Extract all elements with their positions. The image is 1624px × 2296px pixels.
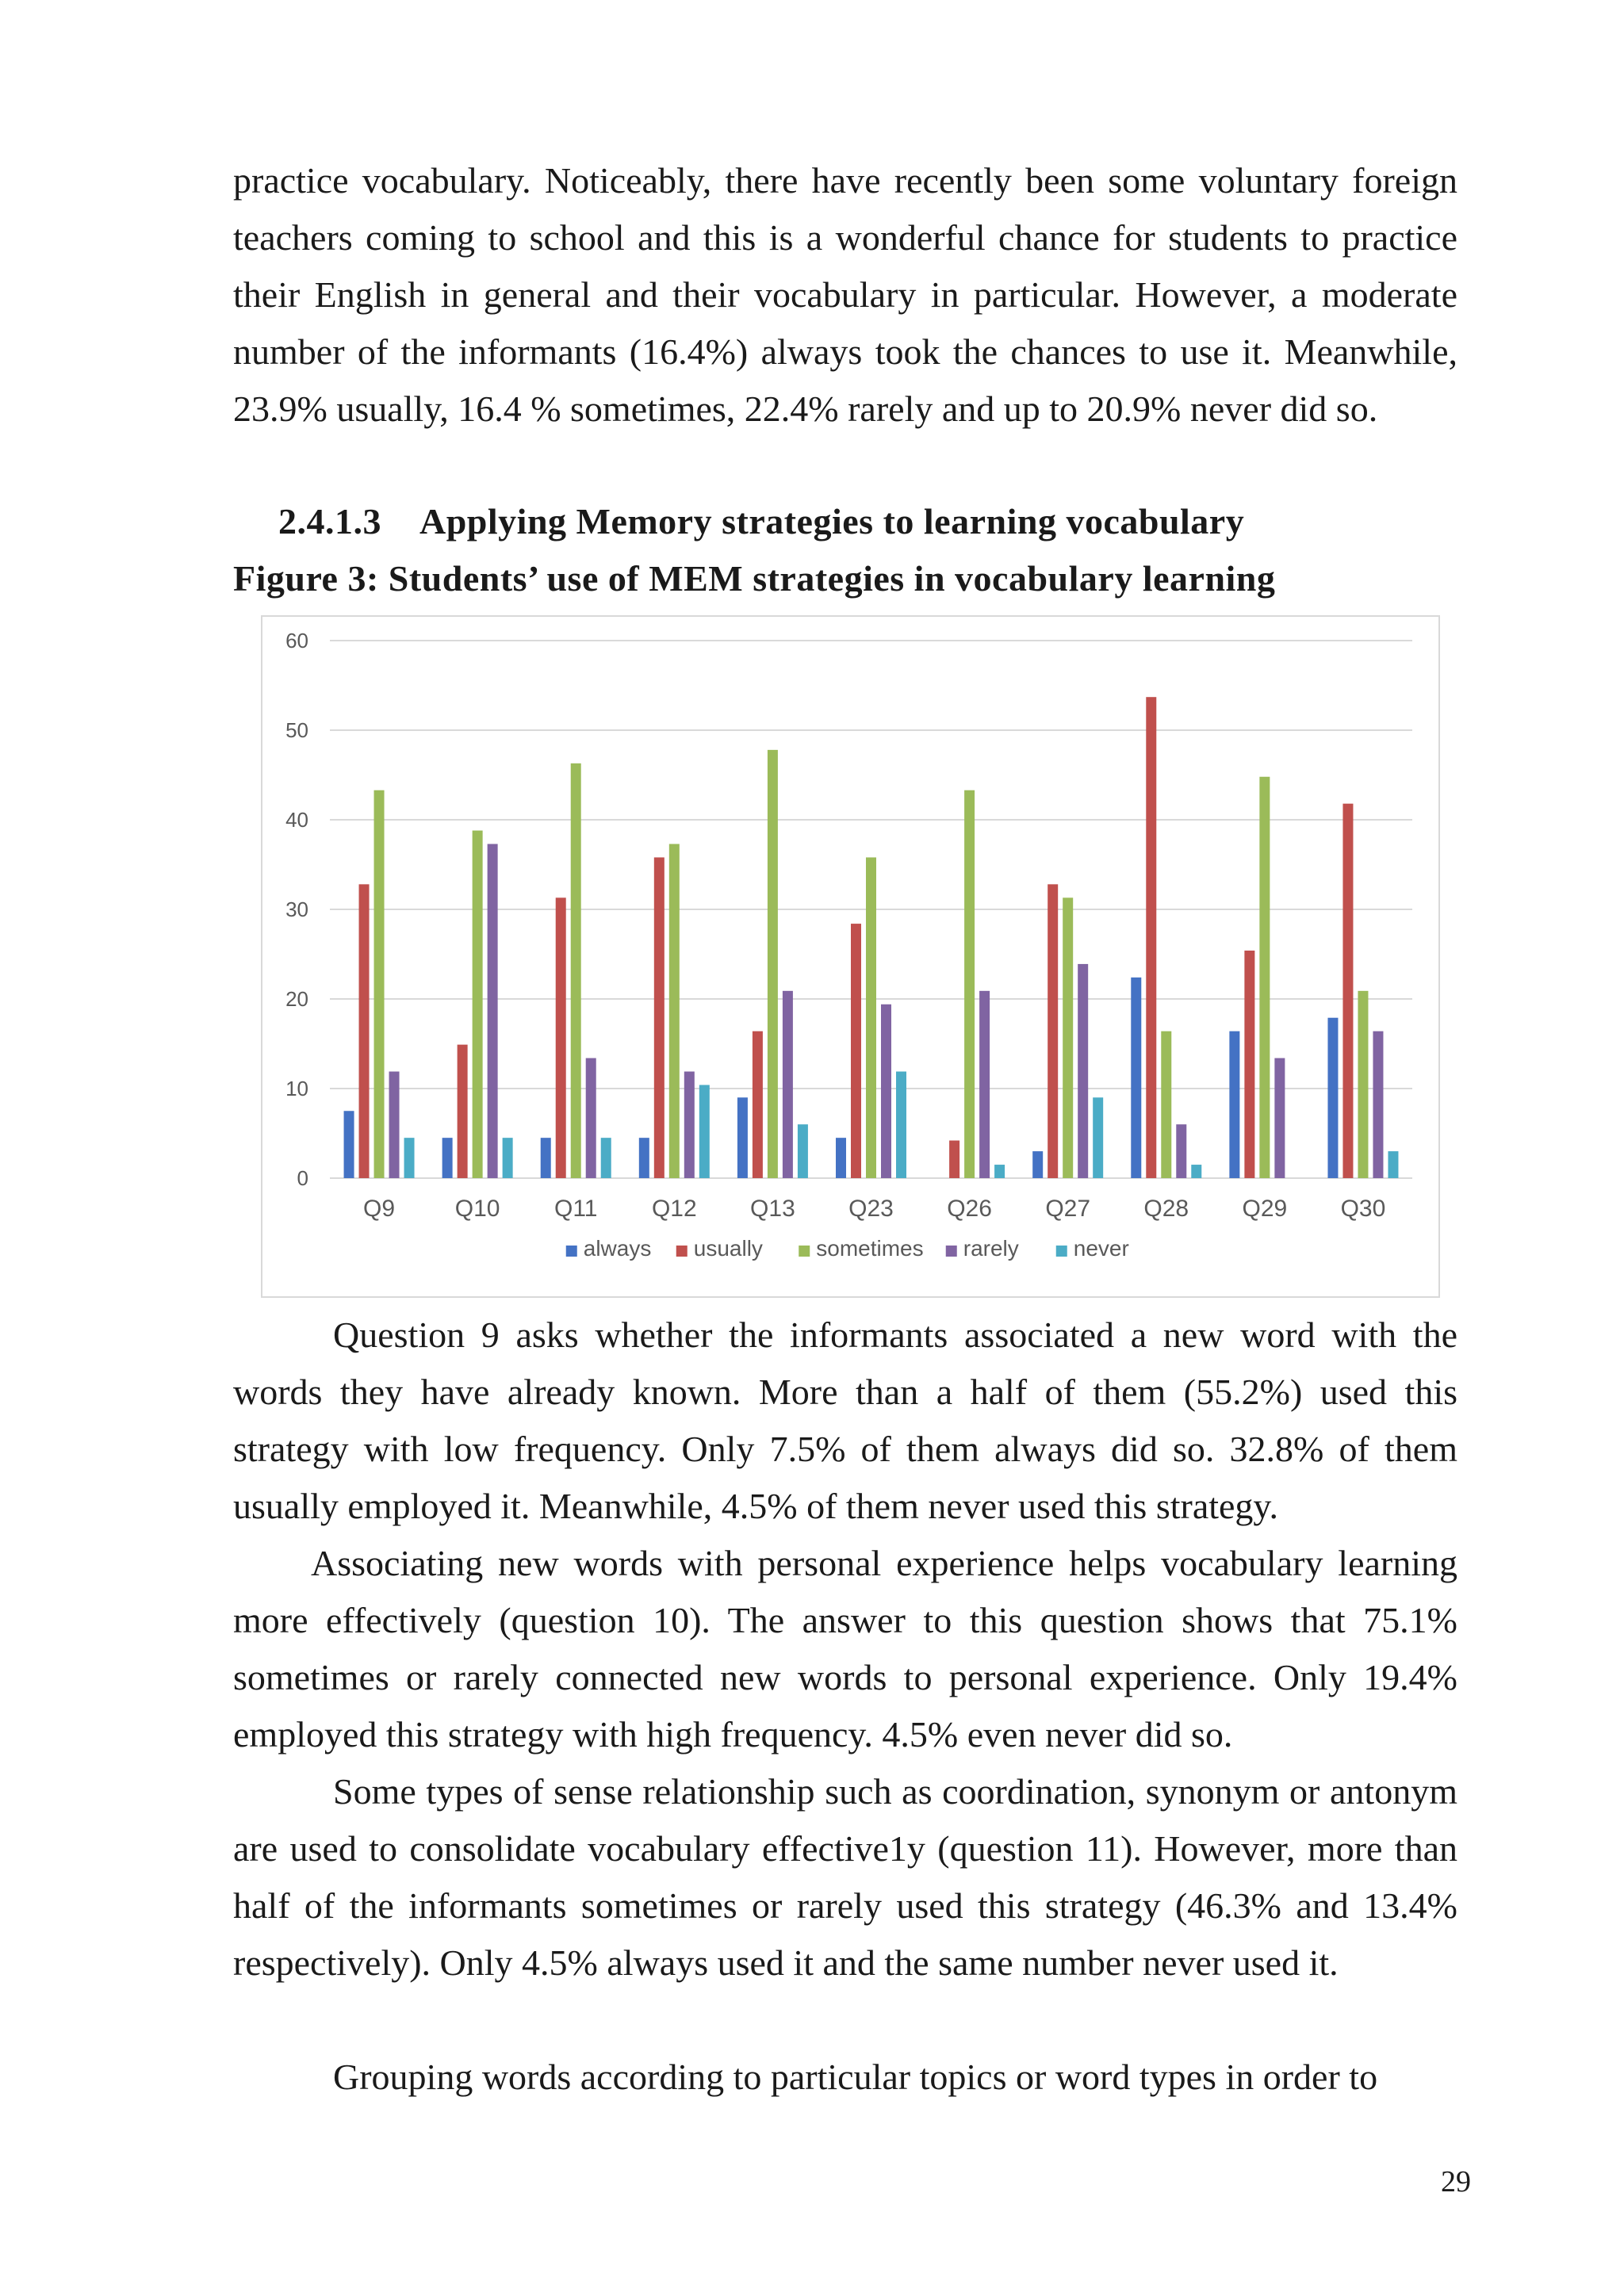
legend-swatch-rarely bbox=[946, 1246, 957, 1257]
x-tick-label: Q29 bbox=[1242, 1196, 1288, 1222]
bar-usually-q13 bbox=[753, 1031, 763, 1178]
paragraph-4: Some types of sense relationship such as coordination, synonym or antonym are used to consolidate vocabulary effective1y (question 11). However, more than half of the informants sometimes or rarely used this strategy (46.3% and 13.4% respectively). Only 4.5% always used it and the same number never used it. bbox=[233, 1771, 1457, 1983]
bar-never-q11 bbox=[601, 1138, 611, 1178]
y-tick-label: 40 bbox=[285, 808, 308, 832]
bar-rarely-q11 bbox=[586, 1058, 596, 1178]
bar-always-q28 bbox=[1131, 978, 1141, 1178]
figure-caption: Figure 3: Students’ use of MEM strategies in vocabulary learning bbox=[233, 558, 1276, 599]
bar-never-q10 bbox=[503, 1138, 513, 1178]
bar-sometimes-q26 bbox=[964, 790, 975, 1178]
bar-sometimes-q13 bbox=[768, 750, 778, 1178]
bar-sometimes-q23 bbox=[866, 857, 876, 1178]
bar-always-q12 bbox=[639, 1138, 649, 1178]
x-tick-label: Q11 bbox=[553, 1196, 598, 1222]
bar-always-q13 bbox=[737, 1097, 748, 1178]
x-tick-label: Q27 bbox=[1045, 1196, 1091, 1222]
section-heading bbox=[278, 493, 1244, 550]
bar-rarely-q28 bbox=[1176, 1124, 1186, 1178]
bar-rarely-q9 bbox=[389, 1072, 400, 1178]
bar-rarely-q27 bbox=[1078, 964, 1088, 1178]
bar-never-q27 bbox=[1093, 1097, 1103, 1178]
bar-always-q27 bbox=[1032, 1151, 1043, 1178]
bar-sometimes-q12 bbox=[669, 844, 680, 1178]
legend-label-usually: usually bbox=[693, 1236, 763, 1261]
x-tick-label: Q28 bbox=[1143, 1196, 1189, 1222]
bar-sometimes-q29 bbox=[1259, 777, 1270, 1178]
paragraph-2: Question 9 asks whether the informants associated a new word with the words they have already known. More than a half of them (55.2%) used this strategy with low frequency. Only 7.5% of them always did so. 32.8% of them usually employed it. Meanwhile, 4.5% of them never used this strategy. bbox=[233, 1314, 1457, 1526]
bar-sometimes-q30 bbox=[1358, 991, 1368, 1178]
section-number: 2.4.1.3 bbox=[278, 501, 381, 541]
x-tick-label: Q12 bbox=[651, 1196, 697, 1222]
legend-label-sometimes: sometimes bbox=[816, 1236, 924, 1261]
bar-usually-q9 bbox=[359, 884, 370, 1178]
bar-rarely-q10 bbox=[488, 844, 498, 1178]
bar-usually-q12 bbox=[654, 857, 665, 1178]
bar-never-q30 bbox=[1388, 1151, 1398, 1178]
bar-usually-q26 bbox=[949, 1141, 959, 1178]
x-tick-label: Q23 bbox=[848, 1196, 894, 1222]
y-tick-label: 10 bbox=[285, 1077, 308, 1100]
bar-never-q28 bbox=[1191, 1165, 1201, 1178]
bar-sometimes-q10 bbox=[473, 831, 483, 1178]
x-tick-label: Q13 bbox=[750, 1196, 795, 1222]
x-tick-label: Q10 bbox=[454, 1196, 500, 1222]
legend-swatch-always bbox=[566, 1246, 577, 1257]
bar-always-q11 bbox=[541, 1138, 551, 1178]
bar-always-q10 bbox=[442, 1138, 453, 1178]
bar-never-q23 bbox=[896, 1072, 906, 1178]
paragraph-5: Grouping words according to particular topics or word types in order to bbox=[333, 2057, 1378, 2097]
bar-usually-q10 bbox=[458, 1045, 468, 1178]
legend-label-always: always bbox=[583, 1236, 652, 1261]
bar-usually-q28 bbox=[1146, 697, 1156, 1178]
bar-always-q29 bbox=[1229, 1031, 1239, 1178]
legend-swatch-usually bbox=[676, 1246, 688, 1257]
bar-rarely-q23 bbox=[881, 1004, 891, 1178]
bar-sometimes-q9 bbox=[374, 790, 385, 1178]
bar-always-q9 bbox=[344, 1111, 354, 1178]
bar-rarely-q12 bbox=[684, 1072, 695, 1178]
bar-sometimes-q28 bbox=[1161, 1031, 1171, 1178]
page-number: 29 bbox=[1441, 2165, 1471, 2198]
bar-rarely-q26 bbox=[979, 991, 990, 1178]
bar-sometimes-q11 bbox=[571, 763, 581, 1178]
y-tick-label: 20 bbox=[285, 987, 308, 1011]
legend-swatch-never bbox=[1056, 1246, 1067, 1257]
legend-swatch-sometimes bbox=[799, 1246, 810, 1257]
bar-usually-q27 bbox=[1048, 884, 1058, 1178]
bar-rarely-q30 bbox=[1373, 1031, 1383, 1178]
y-tick-label: 0 bbox=[297, 1166, 308, 1190]
bar-usually-q30 bbox=[1342, 804, 1353, 1178]
bar-usually-q29 bbox=[1244, 951, 1254, 1178]
bar-sometimes-q27 bbox=[1063, 897, 1073, 1178]
y-tick-label: 60 bbox=[285, 629, 308, 652]
bar-never-q26 bbox=[994, 1165, 1005, 1178]
bar-never-q13 bbox=[798, 1124, 808, 1178]
paragraph-1: practice vocabulary. Noticeably, there have recently been some voluntary foreign teachers coming to school and this is a wonderful chance for students to practice their English in general and their vocabulary in particular. However, a moderate number of the informants (16.4%) always took the chances to use it. Meanwhile, 23.9% usually, 16.4 % sometimes, 22.4% rarely and up to 20.9% never did so. bbox=[233, 160, 1457, 429]
bar-always-q30 bbox=[1327, 1018, 1338, 1178]
bar-usually-q23 bbox=[851, 924, 861, 1178]
bar-never-q12 bbox=[699, 1085, 710, 1178]
paragraph-3: Associating new words with personal experience helps vocabulary learning more effectively (question 10). The answer to this question shows that 75.1% sometimes or rarely connected new words to personal experience. Only 19.4% employed this strategy with high frequency. 4.5% even never did so. bbox=[233, 1543, 1457, 1755]
bar-usually-q11 bbox=[556, 897, 566, 1178]
bar-always-q23 bbox=[836, 1138, 846, 1178]
legend-label-rarely: rarely bbox=[963, 1236, 1019, 1261]
section-title: Applying Memory strategies to learning vocabulary bbox=[419, 501, 1245, 541]
bar-rarely-q29 bbox=[1274, 1058, 1285, 1178]
legend-label-never: never bbox=[1073, 1236, 1129, 1261]
y-tick-label: 30 bbox=[285, 897, 308, 921]
x-tick-label: Q26 bbox=[947, 1196, 992, 1222]
bar-rarely-q13 bbox=[783, 991, 793, 1178]
x-tick-label: Q9 bbox=[363, 1196, 396, 1222]
bar-never-q9 bbox=[404, 1138, 415, 1178]
x-tick-label: Q30 bbox=[1340, 1196, 1386, 1222]
bar-chart bbox=[261, 615, 1440, 1298]
y-tick-label: 50 bbox=[285, 718, 308, 742]
chart-svg bbox=[262, 617, 1438, 1296]
